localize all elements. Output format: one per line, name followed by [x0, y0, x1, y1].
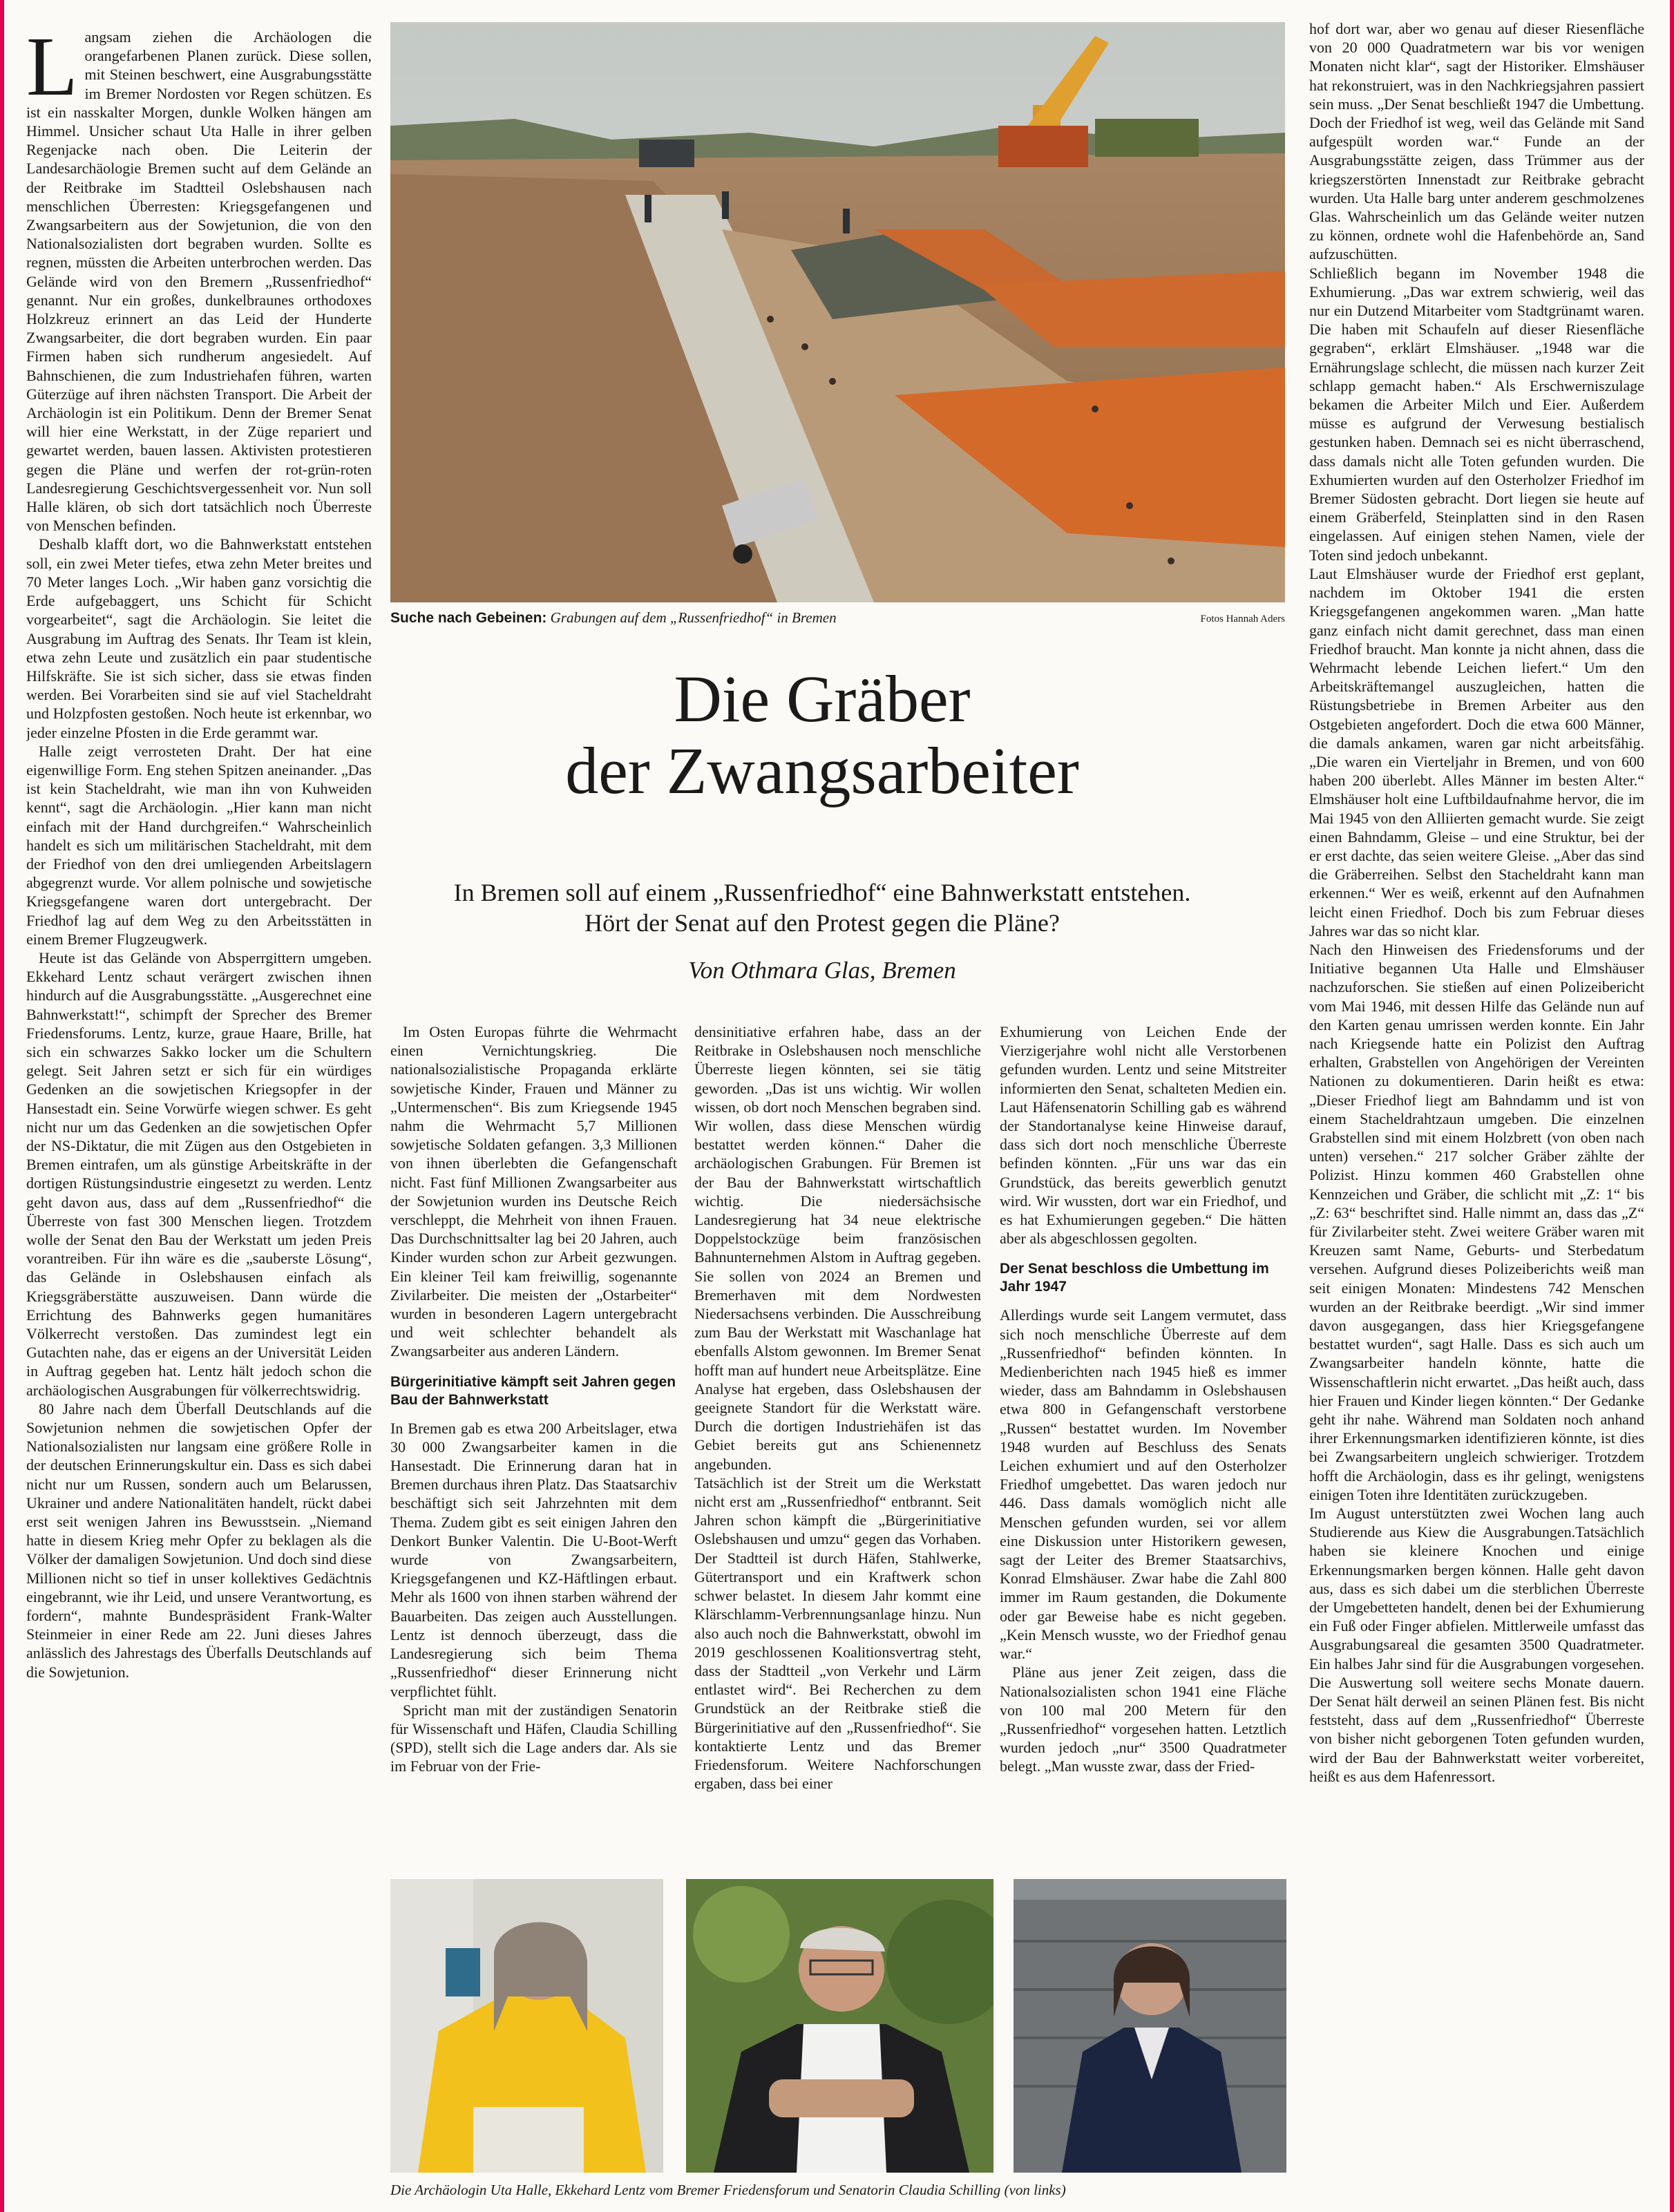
article-column-4: [1000, 1022, 1286, 1865]
paragraph: Nach den Hinweisen des Friedensforums und der Initiative begannen Uta Halle und Elmshäuser nachzuforschen. Sie stießen auf einen Polizeibericht vom Mai 1946, mit dessen Hilfe das Gelände nun auf den Karten genau umrissen werden konnte. Ein Jahr nach Kriegsende hatte ein Polizist den Auftrag erhalten, Grabstellen von Angehörigen der Vereinten Nationen zu dokumentieren. Darin heißt es etwa: „Dieser Friedhof liegt am Bahndamm und ist von einem Stacheldrahtzaun umgeben. Die einzelnen Grabstellen sind mit einem Holzbrett (von oben nach unten) versehen.“ 217 solcher Gräber zählte der Polizist. Hinzu kommen 460 Grabstellen ohne Kennzeichen und Gräber, die schlicht mit „Z: 1“ bis „Z: 63“ beschriftet sind. Halle nimmt an, dass das „Z“ für Zivilarbeiter steht. Zwei weitere Gräber waren mit Kreuzen samt Name, Geburts- und Sterbedatum versehen. Aufgrund dieses Polizeiberichts weiß man seit einigen Monaten: Mindestens 742 Menschen wurden an der Reitbrake beerdigt. „Wir sind immer davon ausgegangen, dass hier Kriegsgefangene bestattet wurden“, sagt Halle. Dass es sich auch um Zwangsarbeiter handeln könnte, hatte die Wissenschaftlerin nicht erwartet. „Das heißt auch, dass hier Frauen und Kinder liegen könnten.“ Der Gedanke geht ihr nahe. Während man Soldaten noch anhand ihrer Erkennungsmarken identifizieren könnte, ist dies bei Zwangsarbeitern ungleich schwieriger. Trotzdem hofft die Archäologin, dass es ihr gelingt, wenigstens einigen Toten ihre Identitäten zurückzugeben.: [1309, 940, 1644, 1503]
paragraph: angsam ziehen die Archäologen die orangefarbenen Planen zurück. Diese sollen, mit Steinen beschwert, eine Ausgrabungsstätte im Bremer Nordosten vor Regen schützen. Es ist ein nasskalter Morgen, dunkle Wolken hängen am Himmel. Unsicher schaut Uta Halle in ihrer gelben Regenjacke nach oben. Die Leiterin der Landesarchäologie Bremen sucht auf dem Gelände an der Reitbrake im Stadtteil Oslebshausen nach menschlichen Überresten: Kriegsgefangenen und Zwangsarbeitern aus der Sowjetunion, die von den Nationalsozialisten dort begraben wurden. Sollte es regnen, müssten die Arbeiten unterbrochen werden. Das Gelände wird von den Bremern „Russenfriedhof“ genannt. Nur ein großes, dunkelbraunes orthodoxes Holzkreuz erinnert an das Leid der Hunderte Zwangsarbeiter, die dort begraben wurden. Ein paar Firmen haben sich rundherum angesiedelt. Auf Bahnschienen, die zum Industriehafen führen, warten Güterzüge auf ihren nächsten Transport. Die Arbeit der Archäologin ist ein Politikum. Denn der Bremer Senat will hier eine Werkstatt, in der Züge repariert und gewartet werden, bauen lassen. Aktivisten protestieren gegen die Pläne und werfen der rot-grün-roten Landesregierung Geschichtsvergessenheit vor. Nun soll Halle klären, ob sich dort tatsächlich noch Überreste von Menschen befinden.: [26, 28, 372, 535]
dropcap: L: [26, 28, 78, 113]
paragraph: Heute ist das Gelände von Absperrgittern umgeben. Ekkehard Lentz schaut verärgert zwischen ihnen hindurch auf die Ausgrabungsstätte. „Ausgerechnet eine Bahnwerkstatt!“, schimpft der Sprecher des Bremer Friedensforums. Lentz, kurze, graue Haare, Brille, hat sich ein schwarzes Sakko locker um die Schultern gelegt. Seit Jahren setzt er sich für ein würdiges Gedenken an die sowjetischen Kriegsopfer in der Hansestadt ein. Seine Vorwürfe wiegen schwer. Es geht nicht nur um das Gedenken an die sowjetischen Opfer der NS-Diktatur, die mit Zügen aus den Ostgebieten in Bremen eintrafen, um als günstige Arbeitskräfte in der dortigen Rüstungsindustrie eingesetzt zu werden. Lentz geht davon aus, dass auf dem „Russenfriedhof“ die Überreste von fast 300 Menschen liegen. Trotzdem wolle der Senat den Bau der Werkstatt um jeden Preis vorantreiben. Für ihn wäre es die „sauberste Lösung“, das Gelände in Oslebshausen einfach als Kriegsgräberstätte auszuweisen. Dann würde die Errichtung des Bahnwerks gegen humanitäres Völkerrecht verstoßen. Das zumindest legt ein Gutachten nahe, das er eigens an der Universität Leiden in Auftrag gegeben hat. Lentz hält jedoch schon die archäologischen Ausgrabungen für völkerrechtswidrig.: [26, 948, 372, 1399]
main-photo-caption: [390, 609, 1116, 627]
subheadline-line-1: In Bremen soll auf einem „Russenfriedhof“ eine Bahnwerkstatt entstehen.: [453, 879, 1191, 906]
paragraph: densinitiative erfahren habe, dass an der Reitbrake in Oslebshausen noch menschliche Überreste liegen könnten, sei sie tätig geworden. „Das ist uns wichtig. Wir wollen wissen, ob dort noch Menschen begraben sind. Wir wollen, dass diese Menschen würdig bestattet werden können.“ Daher die archäologischen Grabungen. Für Bremen ist der Bau der Bahnwerkstatt wirtschaftlich wichtig. Die niedersächsische Landesregierung hat 34 neue elektrische Doppelstockzüge beim französischen Bahnunternehmen Alstom in Auftrag gegeben. Sie sollen von 2024 an Bremen und Bremerhaven mit dem Nordwesten Niedersachsens verbinden. Die Ausschreibung zum Bau der Werkstatt mit Waschanlage hat ebenfalls Alstom gewonnen. Im Bremer Senat hofft man auf hundert neue Arbeitsplätze. Eine Analyse hat ergeben, dass Oslebshausen der geeignete Standort für die Werkstatt wäre. Durch die dortigen Industriehäfen ist das Gebiet bereits gut ans Schienennetz angebunden.: [694, 1023, 981, 1473]
paragraph: Allerdings wurde seit Langem vermutet, dass sich noch menschliche Überreste auf dem „Russenfriedhof“ befinden könnten. In Medienberichten nach 1945 hieß es immer wieder, dass am Bahndamm in Oslebshausen etwa 800 in Gefangenschaft verstorbene „Russen“ bestattet wurden. Im November 1948 wurden auf Beschluss des Senats Leichen exhumiert und auf den Osterholzer Friedhof umgebettet. Das waren jedoch nur 446. Dass damals womöglich nicht alle Menschen gefunden wurden, sei vor allem eine Diskussion unter Historikern gewesen, sagt der Leiter des Bremer Staatsarchivs, Konrad Elmshäuser. Zwar habe die Zahl 800 immer im Raum gestanden, die Dokumente oder gar Beweise habe es nicht gegeben. „Kein Mensch wusste, wo der Friedhof genau war.“: [1000, 1306, 1286, 1663]
paragraph: Spricht man mit der zuständigen Senatorin für Wissenschaft und Häfen, Claudia Schilling (SPD), stellt sich die Lage anders dar. Als sie im Februar von der Frie-: [390, 1701, 677, 1775]
photo-credit: Fotos Hannah Aders: [1200, 613, 1285, 624]
portrait-claudia-schilling: [1014, 1879, 1286, 2173]
right-edge-bar: [1670, 0, 1674, 2212]
byline: Von Othmara Glas, Bremen: [688, 957, 956, 984]
caption-text: Grabungen auf dem „Russenfriedhof“ in Bremen: [550, 609, 837, 626]
portrait-image-1: [390, 1879, 663, 2173]
paragraph: Schließlich begann im November 1948 die Exhumierung. „Das war extrem schwierig, weil das nur ein Dutzend Mitarbeiter vom Stadtgrünamt waren. Die haben mit Schaufeln auf dieser Riesenfläche gegraben“, erklärt Elmshäuser. „1948 war die Ernährungslage schlecht, die müssen nach kurzer Zeit schlapp gemacht haben.“ Als Erschwerniszulage bekamen die Arbeiter Milch und Eier. Außerdem müsse es aufgrund der Verwesung bestialisch gestunken haben. Demnach sei es nicht überraschend, dass damals nicht alle Toten gefunden wurden. Die Exhumierten wurden auf den Osterholzer Friedhof im Bremer Südosten gebracht. Dort liegen sie heute auf einem Gräberfeld, Steinplatten sind in den Rasen eingelassen. Auf einigen stehen Namen, viele der Toten sind jedoch unbekannt.: [1309, 264, 1644, 564]
portrait-uta-halle: [390, 1879, 663, 2173]
paragraph: 80 Jahre nach dem Überfall Deutschlands auf die Sowjetunion nehmen die sowjetischen Opfer der Nationalsozialisten nur langsam eine größere Rolle in der deutschen Erinnerungskultur ein. Dass es sich dabei nicht nur um Russen, sondern auch um Belarussen, Ukrainer und andere Nationalitäten handelt, rückt dabei erst seit wenigen Jahren ins Bewusstsein. „Niemand hatte in diesem Krieg mehr Opfer zu beklagen als die Völker der damaligen Sowjetunion. Und doch sind diese Millionen nicht so tief in unser kollektives Gedächtnis eingebrannt, wie ihr Leid, und unsere Verantwortung, es fordern“, mahnte Bundespräsident Frank-Walter Steinmeier in einer Rede am 22. Juni dieses Jahres anlässlich des Jahrestags des Überfalls Deutschlands auf die Sowjetunion.: [26, 1400, 372, 1681]
paragraph: Halle zeigt verrosteten Draht. Der hat eine eigenwillige Form. Eng stehen Spitzen aneinander. „Das ist kein Stacheldraht, wie man ihn von Kuhweiden kennt“, sagt die Archäologin. „Hier kann man nicht einfach mit der Hand durchgreifen.“ Wahrscheinlich handelt es sich um militärischen Stacheldraht, mit dem der Friedhof von den drei umliegenden Arbeitslagern abgegrenzt wurde. Vor allem polnische und sowjetische Kriegsgefangene waren dort untergebracht. Der Friedhof lag auf dem Weg zu den Arbeitsstätten in einem Bremer Flugzeugwerk.: [26, 742, 372, 948]
article-column-2: [390, 1022, 677, 1865]
paragraph: In Bremen gab es etwa 200 Arbeitslager, etwa 30 000 Zwangsarbeiter kamen in die Hansestadt. Die Erinnerung daran hat in Bremen durchaus ihren Platz. Das Staatsarchiv beschäftigt sich seit Jahrzehnten mit dem Thema. Zudem gibt es seit einigen Jahren den Denkort Bunker Valentin. Die U-Boot-Werft wurde von Zwangsarbeitern, Kriegsgefangenen und KZ-Häftlingen erbaut. Mehr als 1600 von ihnen starben während der Bauarbeiten. Das zeigen auch Ausstellungen. Lentz ist dennoch überzeugt, dass die Landesregierung sich beim Thema „Russenfriedhof“ dieser Erinnerung nicht verpflichtet fühlt.: [390, 1419, 677, 1700]
headline: [366, 663, 1278, 807]
paragraph: Im Osten Europas führte die Wehrmacht einen Vernichtungskrieg. Die nationalsozialistische Propaganda erklärte sowjetische Kinder, Frauen und Männer zu „Untermenschen“. Bis zum Kriegsende 1945 nahm die Wehrmacht 5,7 Millionen sowjetische Soldaten gefangen. 3,3 Millionen von ihnen überlebten die Gefangenschaft nicht. Fast fünf Millionen Zwangsarbeiter aus der Sowjetunion wurden ins Deutsche Reich verschleppt, die Mehrheit von ihnen Frauen. Das Durchschnittsalter lag bei 20 Jahren, auch Kinder wurden schon zur Arbeit gezwungen. Ein kleiner Teil kam freiwillig, sogenannte Zivilarbeiter. Die meisten der „Ostarbeiter“ wurden in besonderen Lagern untergebracht und weit schlechter behandelt als Zwangsarbeiter aus anderen Ländern.: [390, 1023, 677, 1360]
subheadline: [366, 877, 1278, 938]
excavation-photo: [390, 22, 1285, 602]
paragraph: Exhumierung von Leichen Ende der Vierzigerjahre wohl nicht alle Verstorbenen gefunden wurden. Lentz und seine Mitstreiter informierten den Senat, schalteten Medien ein. Laut Häfensenatorin Schilling gab es während der Standortanalyse keine Hinweise darauf, dass sich dort noch menschliche Überreste befinden könnten. „Für uns war das ein Grundstück, das bereits gewerblich genutzt wird. Wir wussten, dort war ein Friedhof, und es hat Exhumierungen gegeben.“ Die hätten aber als abgeschlossen gegolten.: [1000, 1023, 1286, 1248]
portrait-ekkehard-lentz: [686, 1879, 993, 2173]
paragraph: Tatsächlich ist der Streit um die Werkstatt nicht erst am „Russenfriedhof“ entbrannt. Seit Jahren schon kämpft die „Bürgerinitiative Oslebshausen und umzu“ gegen das Vorhaben. Der Stadtteil ist durch Häfen, Stahlwerke, Gütertransport und ein Kraftwerk schon schwer belastet. In diesem Jahr kommt eine Klärschlamm-Verbrennungsanlage hinzu. Nun also auch noch die Bahnwerkstatt, obwohl im 2019 geschlossenen Koalitionsvertrag steht, dass der Stadtteil „von Verkehr und Lärm entlastet wird“. Bei Recherchen zu dem Grundstück an der Reitbrake stieß die Bürgerinitiative auf den „Russenfriedhof“. Sie kontaktierte Lentz und das Bremer Friedensforum. Weitere Nachforschungen ergaben, dass bei einer: [694, 1474, 981, 1793]
portrait-image-2: [686, 1879, 993, 2173]
subheadline-line-2: Hört der Senat auf den Protest gegen die Pläne?: [584, 909, 1060, 937]
left-edge-bar: [0, 0, 4, 2212]
headline-line-2: der Zwangsarbeiter: [565, 734, 1079, 808]
portrait-image-3: [1014, 1879, 1286, 2173]
section-heading: Der Senat beschloss die Umbettung im Jahr 1947: [1000, 1261, 1269, 1295]
article-column-5: [1309, 19, 1644, 2195]
article-column-3: [694, 1022, 981, 1865]
headline-line-1: Die Gräber: [674, 662, 971, 736]
paragraph: Laut Elmshäuser wurde der Friedhof erst geplant, nachdem im Oktober 1941 die ersten Kriegsgefangenen angekommen waren. „Man hatte ganz einfach nicht damit gerechnet, dass man einen Friedhof braucht. Man konnte ja nicht ahnen, dass die Wehrmacht lebende Leichen liefert.“ Um den Arbeitskräftemangel auszugleichen, hatten die Rüstungsbetriebe in Bremen Arbeiter aus den Ostgebieten angefordert. Doch die etwa 600 Männer, die damals ankamen, waren gar nicht arbeitsfähig. „Die waren ein Vierteljahr in Bremen, und von 600 haben 200 überlebt. Alles Männer im besten Alter.“ Elmshäuser holt eine Luftbildaufnahme hervor, die im Mai 1945 von den Alliierten gemacht wurde. Sie zeigt einen Bahndamm, Gleise – und eine Struktur, bei der er erst dachte, das seien weitere Gleise. „Aber das sind die Gräberreihen. Selbst den Stacheldraht kann man erkennen.“ Wer es weiß, erkennt auf den Aufnahmen leicht einen Friedhof. Doch bis zum Februar dieses Jahres war das so nicht klar.: [1309, 564, 1644, 940]
excavation-image: [390, 22, 1285, 602]
portraits-caption: Die Archäologin Uta Halle, Ekkehard Lentz vom Bremer Friedensforum und Senatorin Claudia Schilling (von links): [390, 2182, 1066, 2198]
article-column-1: [26, 28, 372, 2190]
caption-lead: Suche nach Gebeinen:: [390, 610, 547, 626]
paragraph: Pläne aus jener Zeit zeigen, dass die Nationalsozialisten schon 1941 eine Fläche von 100 mal 200 Metern für den „Russenfriedhof“ vorgesehen hatten. Letztlich wurden jedoch „nur“ 3500 Quadratmeter belegt. „Man wusste zwar, dass der Fried-: [1000, 1663, 1286, 1775]
paragraph: Deshalb klafft dort, wo die Bahnwerkstatt entstehen soll, ein zwei Meter tiefes, etwa zehn Meter breites und 70 Meter langes Loch. „Wir haben ganz vorsichtig die Erde aufgebaggert, uns Schicht für Schicht vorgearbeitet“, sagt die Archäologin. Sie leitet die Ausgrabung im Auftrag des Senats. Ihr Team ist klein, etwa zehn Leute und zusätzlich ein paar studentische Hilfskräfte. Sie ist sich sicher, dass sie etwas finden werden. Bei Vorarbeiten sind sie auf viel Stacheldraht und Holzpfosten gestoßen. Noch heute ist erkennbar, wo jeder einzelne Pfosten in die Erde gerammt war.: [26, 535, 372, 741]
paragraph: Im August unterstützten zwei Wochen lang auch Studierende aus Kiew die Ausgrabungen.Tatsächlich haben sie kleinere Knochen und einige Erkennungsmarken bergen können. Halle geht davon aus, dass es sich dabei um die sterblichen Überreste der Umgebetteten handelt, denen bei der Exhumierung ein Fuß oder Finger abfielen. Mittlerweile umfasst das Ausgrabungsareal die gesamten 3500 Quadratmeter. Ein halbes Jahr sind für die Ausgrabungen vorgesehen. Die Auswertung soll weitere sechs Monate dauern. Der Senat hält derweil an seinen Plänen fest. Bis nicht feststeht, dass auf dem „Russenfriedhof“ Überreste von bisher nicht geborgenen Toten gefunden wurden, wird der Bau der Bahnwerkstatt weiter vorbereitet, heißt es aus dem Hafenressort.: [1309, 1505, 1644, 1785]
paragraph: hof dort war, aber wo genau auf dieser Riesenfläche von 20 000 Quadratmetern war bis vor wenigen Monaten nicht klar“, sagt der Historiker. Elmshäuser hat rekonstruiert, was in den Nachkriegsjahren passiert sein muss. „Der Senat beschließt 1947 die Umbettung. Doch der Friedhof ist weg, weil das Gelände mit Sand aufgespült worden war.“ Funde an der Ausgrabungsstätte zeigen, dass Trümmer aus der kriegszerstörten Innenstadt zur Reitbrake gebracht wurden. Uta Halle barg unter anderem geschmolzenes Glas. Wahrscheinlich um das Gelände weiter nutzen zu können, ordnete wohl die Hafenbehörde an, Sand aufzuschütten.: [1309, 20, 1644, 263]
section-heading: Bürgerinitiative kämpft seit Jahren gegen Bau der Bahnwerkstatt: [390, 1373, 676, 1408]
